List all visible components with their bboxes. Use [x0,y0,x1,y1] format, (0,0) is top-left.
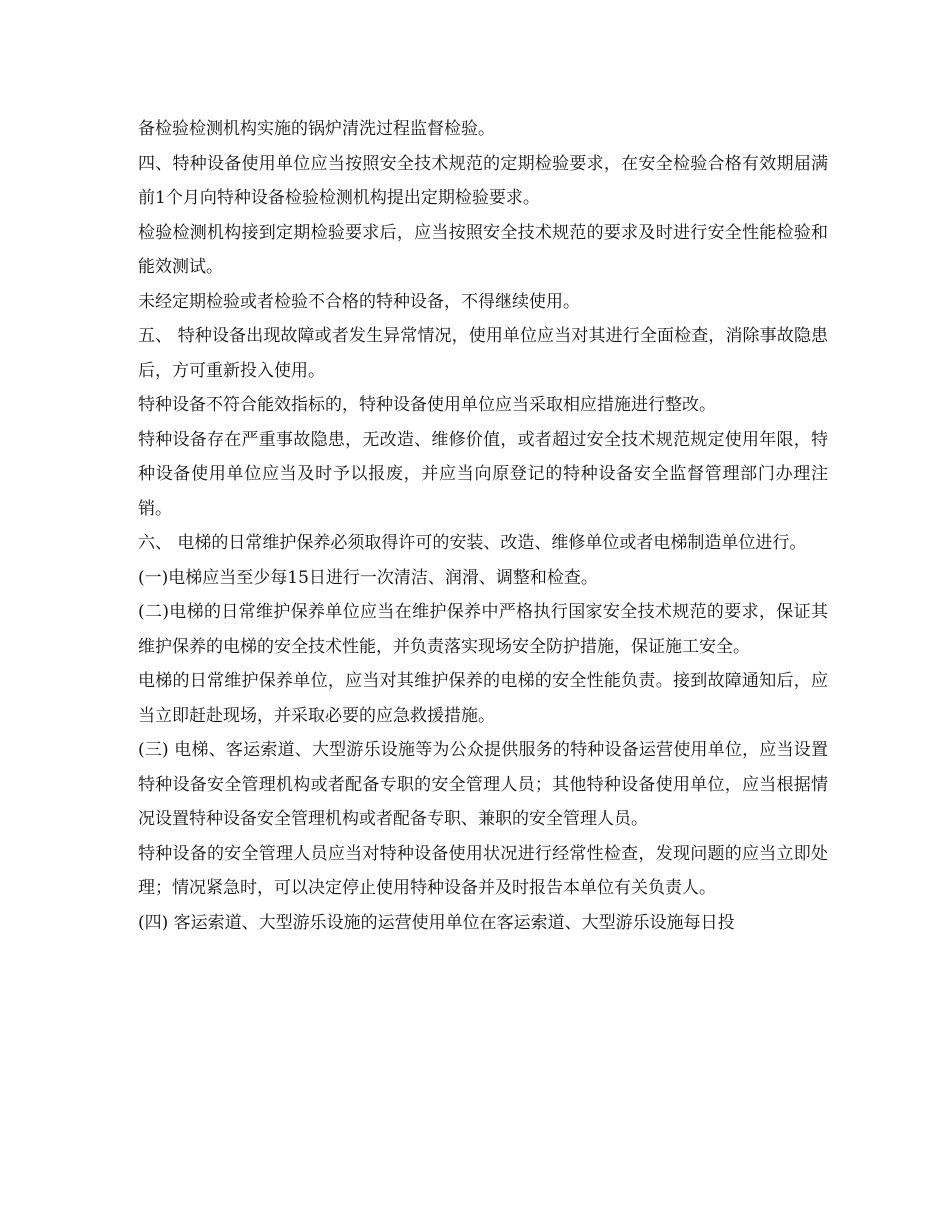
paragraph-item-4: (四) 客运索道、大型游乐设施的运营使用单位在客运索道、大型游乐设施每日投 [138,912,735,933]
paragraph-safety-manager: 特种设备的安全管理人员应当对特种设备使用状况进行经常性检查，发现问题的应当立即处理；情况紧急时，可以决定停止使用特种设备并及时报告本单位有关负责人。 [138,843,828,898]
paragraph-inspection-agency: 检验检测机构接到定期检验要求后，应当按照安全技术规范的要求及时进行安全性能检验和能效测试。 [138,222,828,277]
paragraph-boiler-cleaning: 备检验检测机构实施的锅炉清洗过程监督检验。 [138,119,495,139]
paragraph-energy-efficiency: 特种设备不符合能效指标的，特种设备使用单位应当采取相应措施进行整改。 [138,395,716,415]
paragraph-item-3: (三) 电梯、客运索道、大型游乐设施等为公众提供服务的特种设备运营使用单位，应当设置特种设备安全管理机构或者配备专职的安全管理人员；其他特种设备使用单位，应当根据情况设置特种设备安全管理机构或者配备专职、兼职的安全管理人员。 [138,740,828,829]
paragraph-item-1: (一)电梯应当至少每15日进行一次清洁、润滑、调整和检查。 [138,567,598,588]
paragraph-item-2: (二)电梯的日常维护保养单位应当在维护保养中严格执行国家安全技术规范的要求，保证其维护保养的电梯的安全技术性能，并负责落实现场安全防护措施，保证施工安全。 [138,602,828,657]
paragraph-maintenance-responsibility: 电梯的日常维护保养单位，应当对其维护保养的电梯的安全性能负责。接到故障通知后，应当立即赶赴现场，并采取必要的应急救援措施。 [138,671,828,726]
paragraph-section-4: 四、特种设备使用单位应当按照安全技术规范的定期检验要求，在安全检验合格有效期届满前1个月向特种设备检验检测机构提出定期检验要求。 [138,153,828,208]
paragraph-section-6: 六、 电梯的日常维护保养必须取得许可的安装、改造、维修单位或者电梯制造单位进行。 [138,533,807,553]
paragraph-scrapping: 特种设备存在严重事故隐患，无改造、维修价值，或者超过安全技术规范规定使用年限，特种设备使用单位应当及时予以报废，并应当向原登记的特种设备安全监督管理部门办理注销。 [138,429,828,519]
document-body [138,112,828,940]
paragraph-no-continued-use: 未经定期检验或者检验不合格的特种设备，不得继续使用。 [138,291,580,312]
paragraph-section-5: 五、 特种设备出现故障或者发生异常情况，使用单位应当对其进行全面检查，消除事故隐患后，方可重新投入使用。 [138,326,828,381]
